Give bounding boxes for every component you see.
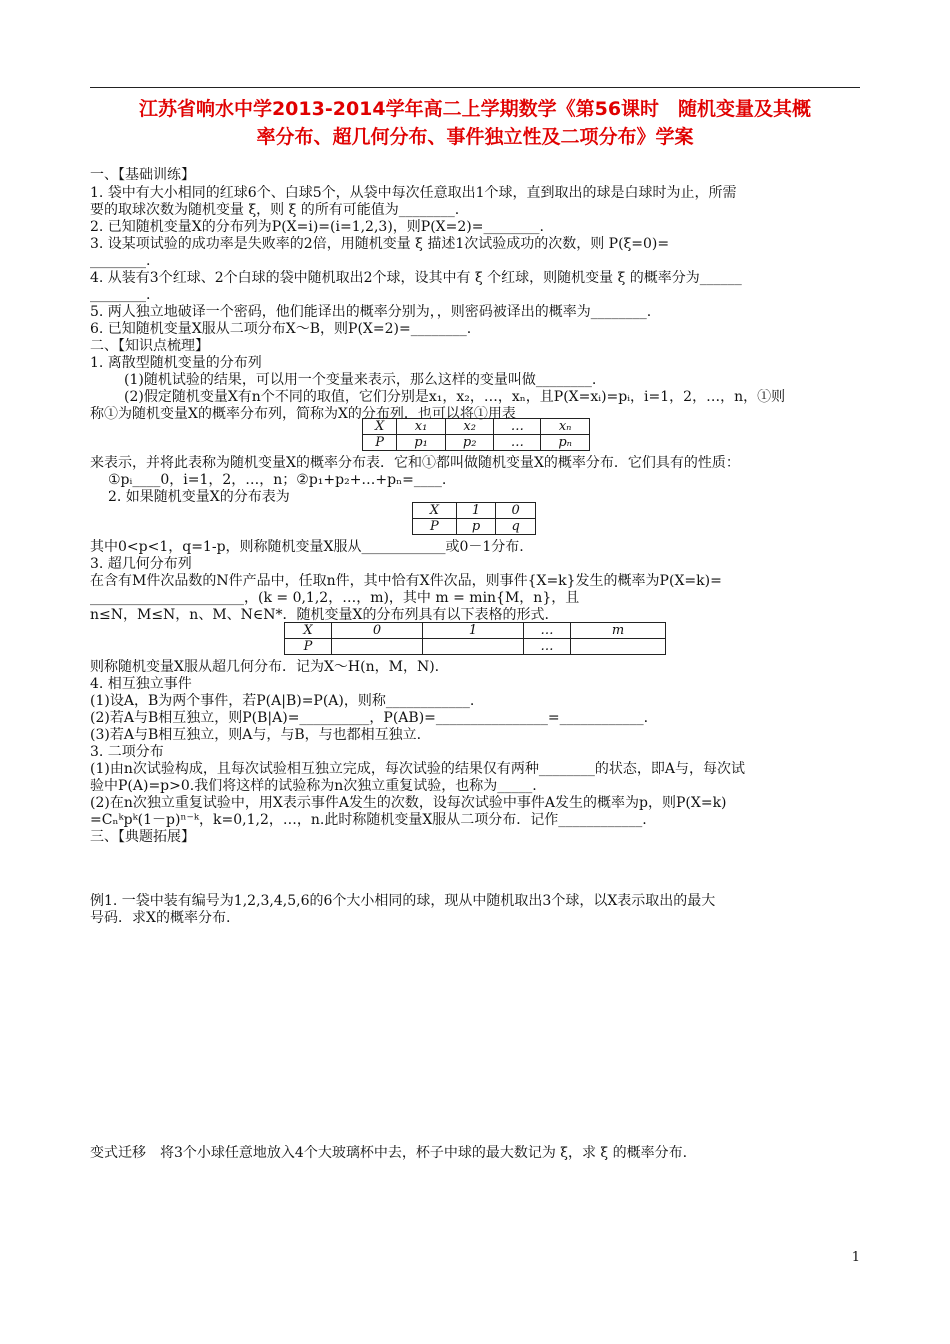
table-cell: 1 [456,503,496,519]
knowledge-5b: 验中P(A)=p>0.我们将这样的试验称为n次独立重复试验，也称为_____. [90,778,537,794]
table-row [363,419,590,435]
knowledge-1c: 称①为随机变量X的概率分布列，简称为X的分布列．也可以将①用表 [90,406,516,422]
example-1-line-1: 例1. 一袋中装有编号为1,2,3,4,5,6的6个大小相同的球，现从中随机取出3个球，以X表示取出的最大 [90,893,716,909]
knowledge-4a: (1)设A，B为两个事件，若P(A|B)=P(A)，则称____________. [90,693,475,709]
knowledge-5-heading: 3. 二项分布 [90,744,164,760]
knowledge-1a: (1)随机试验的结果，可以用一个变量来表示，那么这样的变量叫做________. [124,372,597,388]
table-cell: 1 [423,623,524,639]
table-cell: … [494,419,541,435]
knowledge-1b: (2)假定随机变量X有n个不同的取值，它们分别是x₁，x₂，…，xₙ，且P(X=xᵢ)=pᵢ，i=1，2，…，n，①则 [124,389,786,405]
knowledge-4b: (2)若A与B相互独立，则P(B|A)=__________，P(AB)=________________=____________. [90,710,649,726]
table-cell: p₂ [445,435,494,451]
knowledge-1-heading: 1. 离散型随机变量的分布列 [90,355,262,371]
table-row [363,435,590,451]
distribution-table-3 [284,622,666,655]
header-rule [90,87,860,88]
question-4-line-1: 4. 从装有3个红球、2个白球的袋中随机取出2个球，设其中有 ξ 个红球，则随机变量 ξ 的概率分为______ [90,270,742,286]
question-6: 6. 已知随机变量X服从二项分布X～B，则P(X=2)=________. [90,321,472,337]
title-line-2: 率分布、超几何分布、事件独立性及二项分布》学案 [256,126,694,148]
question-1-line-2: 要的取球次数为随机变量 ξ，则 ξ 的所有可能值为________. [90,202,460,218]
question-2: 2. 已知随机变量X的分布列为P(X=i)=(i=1,2,3)，则P(X=2)=________. [90,219,544,235]
knowledge-3c: n≤N，M≤N，n、M、N∈N*．随机变量X的分布列具有以下表格的形式. [90,607,549,623]
document-title [90,95,860,151]
table-cell: m [571,623,666,639]
table-cell: p₁ [397,435,446,451]
knowledge-3b: ______________________，(k = 0,1,2，…，m)，其中 m = min{M，n}，且 [90,590,580,606]
table-cell [571,639,666,655]
question-4-line-2: ________. [90,287,151,303]
table-cell: q [496,519,536,535]
table-row [413,519,536,535]
table-cell: 0 [496,503,536,519]
table-cell: P [413,519,457,535]
knowledge-5d: =Cₙᵏpᵏ(1－p)ⁿ⁻ᵏ，k=0,1,2，…，n.此时称随机变量X服从二项分布．记作____________. [90,812,647,828]
distribution-table-1 [362,418,590,451]
table-cell: X [363,419,397,435]
table-cell: pₙ [541,435,590,451]
knowledge-1e: ①pᵢ____0，i=1，2，…，n；②p₁+p₂+…+pₙ=____. [108,472,447,488]
table-cell: x₂ [445,419,494,435]
knowledge-1d: 来表示，并将此表称为随机变量X的概率分布表．它和①都叫做随机变量X的概率分布．它们具有的性质： [90,455,740,471]
title-line-1: 江苏省响水中学2013-2014学年高二上学期数学《第56课时 随机变量及其概 [138,98,812,120]
table-cell [423,639,524,655]
knowledge-4-heading: 4. 相互独立事件 [90,676,192,692]
table-cell: 0 [332,623,423,639]
distribution-table-2 [412,502,536,535]
variant-transfer: 变式迁移 将3个小球任意地放入4个大玻璃杯中去，杯子中球的最大数记为 ξ，求 ξ 的概率分布. [90,1145,688,1161]
knowledge-3-heading: 3. 超几何分布列 [90,556,192,572]
knowledge-5c: (2)在n次独立重复试验中，用X表示事件A发生的次数，设每次试验中事件A发生的概率为p，则P(X=k) [90,795,727,811]
knowledge-3d: 则称随机变量X服从超几何分布．记为X～H(n，M，N). [90,659,440,675]
section-typical-problems: 三、【典题拓展】 [90,829,195,845]
table-cell: P [363,435,397,451]
question-3-line-2: ________. [90,253,151,269]
table-cell: … [494,435,541,451]
table-cell: P [285,639,332,655]
page-number: 1 [851,1250,860,1265]
knowledge-3a: 在含有M件次品数的N件产品中，任取n件，其中恰有X件次品，则事件{X=k}发生的概率为P(X=k)= [90,573,722,589]
section-knowledge: 二、【知识点梳理】 [90,338,209,354]
table-cell: X [285,623,332,639]
table-cell: p [456,519,496,535]
table-row [285,639,666,655]
question-1-line-1: 1. 袋中有大小相同的红球6个、白球5个，从袋中每次任意取出1个球，直到取出的球是白球时为止，所需 [90,185,737,201]
table-row [285,623,666,639]
question-5: 5. 两人独立地破译一个密码，他们能译出的概率分别为，，则密码被译出的概率为________. [90,304,652,320]
table-cell [332,639,423,655]
section-basic-training: 一、【基础训练】 [90,167,195,183]
knowledge-5a: (1)由n次试验构成，且每次试验相互独立完成，每次试验的结果仅有两种________的状态，即A与，每次试 [90,761,745,777]
table-cell: x₁ [397,419,446,435]
table-cell: xₙ [541,419,590,435]
knowledge-2-heading: 2. 如果随机变量X的分布表为 [108,489,290,505]
table-row [413,503,536,519]
knowledge-4c: (3)若A与B相互独立，则A与，与B，与也都相互独立. [90,727,422,743]
table-cell: X [413,503,457,519]
knowledge-2a: 其中0<p<1，q=1-p，则称随机变量X服从____________或0－1分布. [90,539,524,555]
question-3-line-1: 3. 设某项试验的成功率是失败率的2倍，用随机变量 ξ 描述1次试验成功的次数，则 P(ξ=0)= [90,236,670,252]
table-cell: … [524,623,571,639]
example-1-line-2: 号码．求X的概率分布. [90,910,231,926]
table-cell: … [524,639,571,655]
